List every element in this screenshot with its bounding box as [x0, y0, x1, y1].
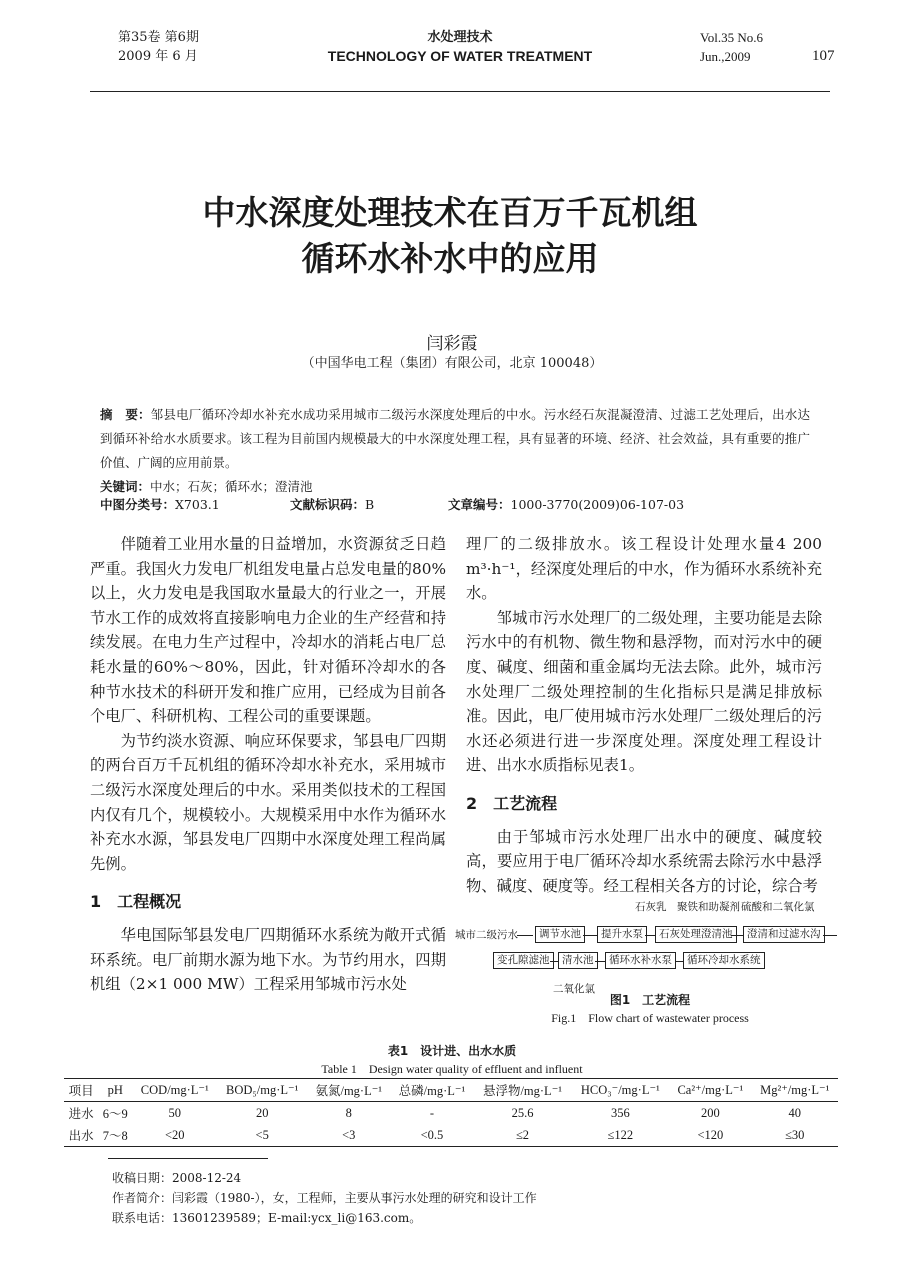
clc-value: X703.1 — [175, 497, 220, 512]
table-cell: <20 — [165, 1127, 185, 1142]
footnote — [112, 1168, 537, 1228]
arrow — [645, 935, 655, 936]
arrow — [583, 935, 597, 936]
left-column — [90, 532, 446, 997]
column-header: 总磷/mg·L⁻¹ — [398, 1084, 466, 1098]
column-header: COD/mg·L⁻¹ — [140, 1083, 209, 1097]
flow-chart-figure — [455, 897, 845, 1027]
arrow — [731, 935, 743, 936]
table-cell: ≤2 — [515, 1127, 530, 1142]
column-header: 悬浮物/mg·L⁻¹ — [482, 1084, 563, 1098]
volume-cn: 第35卷 第6期 — [118, 30, 199, 45]
header-volume-en — [700, 28, 763, 66]
section-heading: 1 工程概况 — [90, 892, 182, 912]
clc — [100, 495, 220, 513]
table-cell: 200 — [700, 1105, 720, 1120]
flow-node: 调节水池 — [535, 926, 585, 943]
table-cell: 7～8 — [102, 1129, 128, 1143]
column-header: HCO₃⁻/mg·L⁻¹ — [580, 1083, 660, 1097]
author-bio: 作者简介：闫彩霞（1980-），女，工程师，主要从事污水处理的研究和设计工作 — [112, 1191, 537, 1205]
abstract-label: 摘 要： — [100, 407, 151, 422]
table-cell: ≤30 — [785, 1127, 805, 1142]
header-volume — [118, 28, 199, 66]
dose-label: 硫酸和二氧化氯 — [741, 901, 815, 913]
water-quality-table — [64, 1078, 838, 1147]
footnote-rule — [108, 1158, 268, 1159]
table-cell: 356 — [610, 1105, 630, 1120]
table-caption-en: Table 1 Design water quality of effluent and influent — [321, 1062, 583, 1076]
table-cell: <5 — [255, 1127, 269, 1142]
page-number: 107 — [812, 48, 835, 64]
header-rule — [90, 91, 830, 92]
column-header: BOD₅/mg·L⁻¹ — [226, 1083, 299, 1097]
table-row — [64, 1124, 838, 1147]
table-cell: <3 — [342, 1127, 356, 1142]
right-column — [466, 532, 822, 898]
arrow — [517, 935, 533, 936]
table-cell: 8 — [345, 1105, 352, 1120]
paragraph: 伴随着工业用水量的日益增加，水资源贫乏日趋严重。我国火力发电厂机组发电量占总发电量的80%以上，火力发电是我国取水量最大的行业之一，开展节水工作的成效将直接影响电力企业的生产经营和持续发展。在电力生产过程中，冷却水的消耗占电厂总耗水量的60%～80%，因此，针对循环冷却水的各种节水技术的科研开发和推广应用，已经成为目前各个电厂、科研机构、工程公司的重要课题。 — [90, 535, 446, 726]
table-header-row — [64, 1079, 838, 1102]
doc-code-value: B — [365, 497, 375, 512]
arrow — [550, 961, 558, 962]
keywords-label: 关键词： — [100, 479, 151, 494]
input-label: 城市二级污水 — [455, 929, 518, 941]
column-header: 氨氮/mg·L⁻¹ — [315, 1084, 383, 1098]
column-header: 项目 — [68, 1084, 94, 1098]
flow-node: 提升水泵 — [597, 926, 647, 943]
paragraph: 由于邹城市污水处理厂出水中的硬度、碱度较高，要应用于电厂循环冷却水系统需去除污水中悬浮物、碱度、硬度等。经工程相关各方的讨论，综合考 — [466, 827, 822, 895]
table-row — [64, 1102, 838, 1125]
clc-label: 中图分类号： — [100, 497, 176, 512]
journal-cn: 水处理技术 — [427, 30, 493, 45]
paragraph: 邹城市污水处理厂的二级处理，主要功能是去除污水中的有机物、微生物和悬浮物，而对污水中的硬度、碱度、细菌和重金属均无法去除。此外，城市污水处理厂二级处理控制的生化指标只是满足排放标准。因此，电厂使用城市污水处理厂二级处理后的污水还必须进行进一步深度处理。深度处理工程设计进、出水水质指标见表1。 — [466, 608, 822, 775]
article-title — [100, 190, 800, 282]
table-cell: 进水 — [68, 1107, 94, 1121]
table-cell: 出水 — [68, 1129, 94, 1143]
table-cell: 6～9 — [102, 1107, 128, 1121]
table-cell: 40 — [788, 1105, 801, 1120]
paragraph: 华电国际邹县发电厂四期循环水系统为敞开式循环系统。电厂前期水源为地下水。为节约用水，四期机组（2×1 000 MW）工程采用邹城市污水处 — [90, 925, 446, 994]
article-number — [448, 495, 684, 513]
flow-node: 循环水补水泵 — [605, 952, 676, 969]
flow-node: 石灰处理澄清池 — [655, 926, 737, 943]
table-cell: 20 — [255, 1105, 269, 1120]
dose-label: 二氧化氯 — [553, 983, 595, 995]
figure-caption-en: Fig.1 Flow chart of wastewater process — [551, 1011, 749, 1025]
header-journal — [300, 28, 620, 66]
table-caption-cn: 表1 设计进、出水水质 — [387, 1044, 517, 1058]
arrow — [595, 961, 605, 962]
article-no-label: 文章编号： — [448, 497, 511, 512]
table-cell: ≤122 — [607, 1127, 634, 1142]
flow-node: 清水池 — [558, 952, 598, 969]
column-header: Mg²⁺/mg·L⁻¹ — [760, 1083, 830, 1097]
paragraph: 理厂的二级排放水。该工程设计处理水量4 200 m³·h⁻¹，经深度处理后的中水，作为循环水系统补充水。 — [466, 535, 822, 603]
contact-info: 联系电话：13601239589；E-mail:ycx_li@163.com。 — [112, 1211, 422, 1225]
title-line-1: 中水深度处理技术在百万千瓦机组 — [202, 193, 698, 232]
arrow — [675, 961, 683, 962]
arrow — [823, 935, 837, 936]
column-header: Ca²⁺/mg·L⁻¹ — [677, 1083, 744, 1097]
table-cell: <120 — [697, 1127, 724, 1142]
paragraph: 为节约淡水资源、响应环保要求，邹县电厂四期的两台百万千瓦机组的循环冷却水补充水，采用城市二级污水深度处理后的中水。采用类似技术的工程国内仅有几个，规模较小。大规模采用中水作为循环水补充水水源，邹县发电厂四期中水深度处理工程尚属先例。 — [90, 731, 446, 873]
affiliation: （中国华电工程（集团）有限公司，北京 100048） — [301, 356, 603, 371]
table-cell: 25.6 — [511, 1105, 534, 1120]
dose-label: 聚铁和助凝剂 — [677, 901, 740, 913]
flow-node: 澄清和过滤水沟 — [743, 926, 825, 943]
table-cell: - — [429, 1105, 435, 1120]
keywords: 中水；石灰；循环水；澄清池 — [150, 479, 313, 494]
author: 闫彩霞 — [426, 334, 478, 354]
article-no-value: 1000-3770(2009)06-107-03 — [510, 497, 685, 512]
dose-label: 石灰乳 — [635, 901, 667, 913]
abstract-text: 邹县电厂循环冷却水补充水成功采用城市二级污水深度处理后的中水。污水经石灰混凝澄清、过滤工艺处理后，出水达到循环补给水水质要求。该工程为目前国内规模最大的中水深度处理工程，具有显著的环境、经济、社会效益，具有重要的推广价值、广阔的应用前景。 — [100, 407, 810, 470]
section-heading: 2 工艺流程 — [466, 793, 558, 813]
table-cell: 50 — [168, 1105, 182, 1120]
date-cn: 2009 年 6 月 — [118, 49, 198, 64]
abstract — [100, 403, 810, 499]
doc-code-label: 文献标识码： — [290, 497, 366, 512]
volume-en: Vol.35 No.6 — [700, 30, 763, 45]
flow-node: 循环冷却水系统 — [683, 952, 765, 969]
title-line-2: 循环水补水中的应用 — [301, 239, 599, 278]
column-header: pH — [107, 1082, 123, 1097]
figure-caption-cn: 图1 工艺流程 — [609, 993, 691, 1007]
doc-code — [290, 495, 374, 513]
journal-en: TECHNOLOGY OF WATER TREATMENT — [327, 48, 593, 64]
date-en: Jun.,2009 — [700, 49, 751, 64]
received-date: 收稿日期：2008-12-24 — [112, 1171, 242, 1185]
flow-node: 变孔隙滤池 — [493, 952, 554, 969]
table-cell: <0.5 — [420, 1127, 444, 1142]
